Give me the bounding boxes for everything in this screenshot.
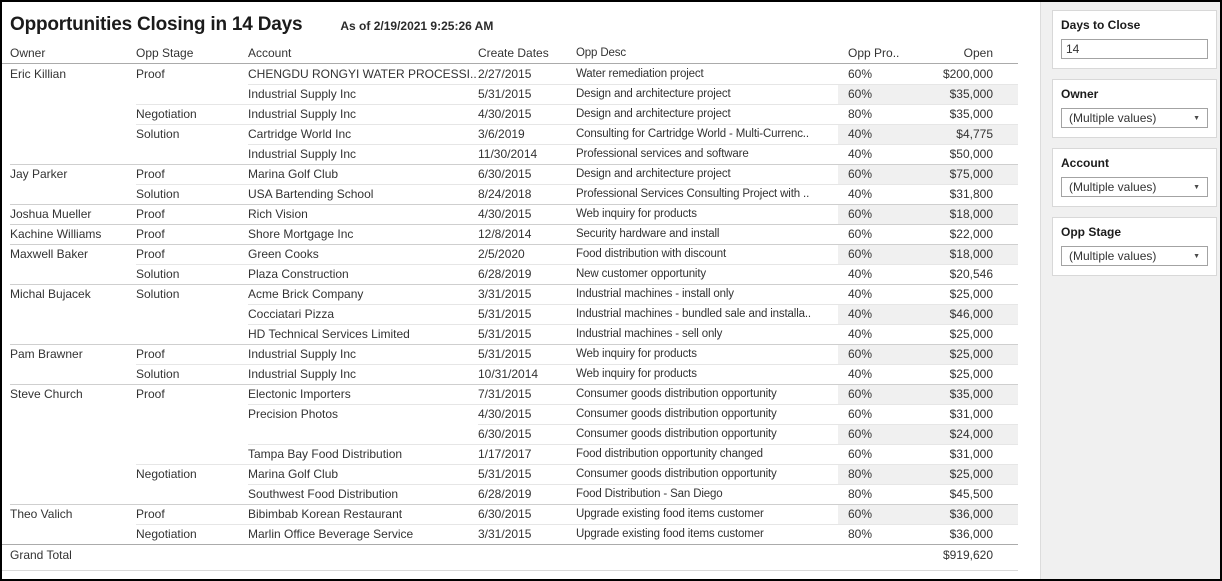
cell-opp-desc: Consumer goods distribution opportunity — [576, 464, 838, 484]
cell-open: $75,000 — [905, 164, 1018, 184]
cell-opp-prob: 40% — [838, 304, 905, 324]
cell-owner — [10, 484, 136, 504]
cell-open: $35,000 — [905, 384, 1018, 404]
owner-dropdown-value: (Multiple values) — [1069, 111, 1157, 125]
cell-opp-prob: 40% — [838, 364, 905, 384]
cell-account: Plaza Construction — [248, 264, 478, 284]
page-title: Opportunities Closing in 14 Days — [10, 14, 303, 35]
filter-card-opp-stage — [1052, 217, 1217, 276]
cell-open: $25,000 — [905, 464, 1018, 484]
cell-opp-stage — [136, 324, 248, 344]
cell-account: HD Technical Services Limited — [248, 324, 478, 344]
cell-open: $35,000 — [905, 104, 1018, 124]
filter-card-account — [1052, 148, 1217, 207]
cell-open: $36,000 — [905, 504, 1018, 524]
cell-create-date: 4/30/2015 — [478, 104, 576, 124]
opp-stage-dropdown[interactable] — [1061, 246, 1208, 266]
cell-open: $25,000 — [905, 344, 1018, 364]
table-header — [2, 44, 1018, 64]
cell-account: Industrial Supply Inc — [248, 84, 478, 104]
column-header-open[interactable]: Open — [963, 46, 993, 60]
cell-owner — [10, 524, 136, 544]
cell-owner — [10, 184, 136, 204]
cell-owner — [10, 144, 136, 164]
cell-open: $20,546 — [905, 264, 1018, 284]
cell-open: $24,000 — [905, 424, 1018, 444]
cell-opp-stage: Proof — [136, 67, 165, 81]
cell-opp-desc: Food Distribution - San Diego — [576, 484, 838, 504]
cell-opp-stage: Proof — [136, 384, 248, 404]
column-header-account[interactable]: Account — [248, 46, 292, 60]
cell-open: $4,775 — [905, 124, 1018, 144]
cell-owner: Maxwell Baker — [10, 244, 136, 264]
cell-opp-prob: 80% — [838, 464, 905, 484]
cell-create-date: 3/31/2015 — [478, 284, 576, 304]
filter-card-days-to-close — [1052, 10, 1217, 69]
cell-opp-prob: 80% — [838, 524, 905, 544]
cell-create-date: 6/30/2015 — [478, 164, 576, 184]
table-row[interactable] — [2, 384, 1018, 404]
cell-account: Marina Golf Club — [248, 464, 478, 484]
filter-label-opp-stage: Opp Stage — [1061, 225, 1122, 239]
cell-opp-desc: Security hardware and install — [576, 224, 838, 244]
worksheet-area — [2, 2, 1040, 579]
cell-create-date: 5/31/2015 — [478, 324, 576, 344]
table-row[interactable] — [2, 124, 1018, 144]
cell-opp-prob: 60% — [838, 204, 905, 224]
cell-opp-stage: Proof — [136, 344, 248, 364]
cell-owner — [10, 304, 136, 324]
cell-account: Cartridge World Inc — [248, 124, 478, 144]
cell-opp-prob: 60% — [838, 244, 905, 264]
cell-opp-stage: Negotiation — [136, 104, 248, 124]
cell-opp-stage: Proof — [136, 244, 248, 264]
table-row[interactable] — [2, 64, 1018, 84]
cell-opp-prob: 60% — [838, 84, 905, 104]
cell-create-date: 7/31/2015 — [478, 384, 576, 404]
column-header-opp-stage[interactable]: Opp Stage — [136, 46, 194, 60]
cell-open: $25,000 — [905, 324, 1018, 344]
cell-opp-desc: Consumer goods distribution opportunity — [576, 384, 838, 404]
cell-opp-prob: 60% — [838, 504, 905, 524]
cell-create-date: 11/30/2014 — [478, 144, 576, 164]
column-header-create-dates[interactable]: Create Dates — [478, 46, 549, 60]
cell-create-date: 4/30/2015 — [478, 404, 576, 424]
table-row[interactable] — [2, 264, 1018, 284]
filters-panel — [1040, 2, 1220, 579]
cell-owner: Theo Valich — [10, 504, 136, 524]
cell-owner — [10, 404, 136, 424]
cell-opp-prob: 60% — [838, 424, 905, 444]
cell-account — [248, 424, 478, 444]
cell-opp-stage — [136, 404, 248, 424]
cell-open: $31,000 — [905, 404, 1018, 424]
cell-open: $45,500 — [905, 484, 1018, 504]
cell-owner: Steve Church — [10, 384, 136, 404]
cell-account: USA Bartending School — [248, 184, 478, 204]
table-row[interactable] — [2, 224, 1018, 244]
account-dropdown[interactable] — [1061, 177, 1208, 197]
filter-label-owner: Owner — [1061, 87, 1099, 101]
cell-opp-stage: Negotiation — [136, 524, 248, 544]
cell-opp-prob: 80% — [838, 484, 905, 504]
cell-owner — [10, 124, 136, 144]
cell-opp-prob: 60% — [838, 444, 905, 464]
table-row[interactable] — [2, 184, 1018, 204]
cell-create-date: 2/5/2020 — [478, 244, 576, 264]
cell-create-date: 6/30/2015 — [478, 424, 576, 444]
cell-create-date: 2/27/2015 — [478, 67, 532, 81]
table-row[interactable] — [2, 464, 1018, 484]
table-row[interactable] — [2, 404, 1018, 424]
cell-opp-stage: Solution — [136, 184, 248, 204]
cell-owner: Pam Brawner — [10, 344, 136, 364]
cell-opp-stage — [136, 444, 248, 464]
filter-label-days-to-close: Days to Close — [1061, 18, 1141, 32]
chevron-down-icon: ▼ — [1193, 183, 1200, 191]
cell-open: $50,000 — [905, 144, 1018, 164]
table-row[interactable] — [2, 204, 1018, 224]
cell-open: $46,000 — [905, 304, 1018, 324]
cell-opp-desc: Industrial machines - install only — [576, 284, 838, 304]
grand-total-value: $919,620 — [942, 548, 993, 562]
cell-account: Industrial Supply Inc — [248, 104, 478, 124]
table-row[interactable] — [2, 84, 1018, 104]
cell-account: Industrial Supply Inc — [248, 144, 478, 164]
cell-opp-desc: Consumer goods distribution opportunity — [576, 424, 838, 444]
table-row[interactable] — [2, 524, 1018, 544]
cell-opp-desc: Water remediation project — [576, 68, 704, 80]
cell-account: Precision Photos — [248, 404, 478, 424]
cell-opp-prob: 40% — [838, 324, 905, 344]
cell-opp-desc: Design and architecture project — [576, 104, 838, 124]
cell-create-date: 8/24/2018 — [478, 184, 576, 204]
cell-owner — [10, 464, 136, 484]
filter-label-account: Account — [1061, 156, 1109, 170]
cell-opp-prob: 60% — [838, 224, 905, 244]
cell-opp-desc: Upgrade existing food items customer — [576, 504, 838, 524]
column-header-owner[interactable]: Owner — [10, 46, 46, 60]
table-row[interactable] — [2, 144, 1018, 164]
table-row[interactable] — [2, 504, 1018, 524]
cell-opp-stage: Solution — [136, 284, 248, 304]
cell-opp-prob: 40% — [838, 124, 905, 144]
cell-opp-prob: 60% — [838, 404, 905, 424]
cell-opp-prob: 80% — [838, 104, 905, 124]
opp-stage-dropdown-value: (Multiple values) — [1069, 249, 1157, 263]
table-row[interactable] — [2, 484, 1018, 504]
cell-opp-stage — [136, 304, 248, 324]
cell-opp-desc: Consumer goods distribution opportunity — [576, 404, 838, 424]
cell-opp-desc: Web inquiry for products — [576, 364, 838, 384]
cell-opp-stage: Negotiation — [136, 464, 248, 484]
cell-opp-desc: New customer opportunity — [576, 264, 838, 284]
cell-opp-stage — [136, 424, 248, 444]
cell-account: Industrial Supply Inc — [248, 344, 478, 364]
cell-owner — [10, 84, 136, 104]
cell-create-date: 5/31/2015 — [478, 344, 576, 364]
cell-account: Rich Vision — [248, 204, 478, 224]
column-header-opp-prob[interactable]: Opp Pro.. — [848, 46, 900, 60]
cell-account: Marlin Office Beverage Service — [248, 524, 478, 544]
cell-opp-desc: Design and architecture project — [576, 84, 838, 104]
title-row — [2, 2, 1040, 44]
cell-owner — [10, 424, 136, 444]
cell-open: $25,000 — [905, 364, 1018, 384]
cell-owner: Kachine Williams — [10, 224, 136, 244]
cell-account: Acme Brick Company — [248, 284, 478, 304]
cell-opp-prob: 40% — [838, 284, 905, 304]
chevron-down-icon: ▼ — [1193, 114, 1200, 122]
filter-card-owner — [1052, 79, 1217, 138]
table-row[interactable] — [2, 424, 1018, 444]
cell-account: Bibimbab Korean Restaurant — [248, 504, 478, 524]
cell-create-date: 4/30/2015 — [478, 204, 576, 224]
cell-opp-desc: Professional Services Consulting Project with .. — [576, 184, 838, 204]
cell-owner — [10, 104, 136, 124]
cell-create-date: 5/31/2015 — [478, 84, 576, 104]
cell-owner — [10, 324, 136, 344]
as-of-timestamp: As of 2/19/2021 9:25:26 AM — [340, 19, 494, 33]
chevron-down-icon: ▼ — [1193, 252, 1200, 260]
cell-account: Green Cooks — [248, 244, 478, 264]
cell-create-date: 5/31/2015 — [478, 464, 576, 484]
cell-owner: Eric Killian — [10, 67, 67, 81]
table-row[interactable] — [2, 164, 1018, 184]
cell-create-date: 1/17/2017 — [478, 444, 576, 464]
cell-opp-desc: Web inquiry for products — [576, 204, 838, 224]
cell-owner — [10, 264, 136, 284]
cell-open: $200,000 — [942, 67, 993, 81]
account-dropdown-value: (Multiple values) — [1069, 180, 1157, 194]
cell-opp-desc: Design and architecture project — [576, 164, 838, 184]
cell-account: Marina Golf Club — [248, 164, 478, 184]
cell-opp-stage: Proof — [136, 224, 248, 244]
cell-account: Industrial Supply Inc — [248, 364, 478, 384]
cell-create-date: 6/28/2019 — [478, 264, 576, 284]
cell-account: CHENGDU RONGYI WATER PROCESSI.. — [248, 67, 477, 81]
cell-opp-stage: Solution — [136, 364, 248, 384]
cell-owner — [10, 364, 136, 384]
cell-opp-prob: 60% — [838, 164, 905, 184]
cell-opp-desc: Industrial machines - bundled sale and installa.. — [576, 304, 838, 324]
table-bottom-divider — [2, 565, 1018, 571]
grand-total-label: Grand Total — [10, 548, 72, 562]
cell-create-date: 6/30/2015 — [478, 504, 576, 524]
cell-opp-prob: 60% — [848, 67, 873, 81]
table-row[interactable] — [2, 304, 1018, 324]
cell-owner — [10, 444, 136, 464]
cell-open: $35,000 — [905, 84, 1018, 104]
cell-create-date: 6/28/2019 — [478, 484, 576, 504]
cell-opp-desc: Professional services and software — [576, 144, 838, 164]
cell-account: Tampa Bay Food Distribution — [248, 444, 478, 464]
cell-opp-prob: 40% — [838, 144, 905, 164]
cell-create-date: 10/31/2014 — [478, 364, 576, 384]
table-row[interactable] — [2, 104, 1018, 124]
cell-account: Electonic Importers — [248, 384, 478, 404]
table-row[interactable] — [2, 284, 1018, 304]
cell-opp-stage — [136, 84, 248, 104]
cell-open: $22,000 — [905, 224, 1018, 244]
cell-opp-desc: Upgrade existing food items customer — [576, 524, 838, 544]
table-body — [2, 64, 1040, 544]
cell-opp-stage — [136, 484, 248, 504]
days-to-close-input[interactable] — [1061, 39, 1208, 59]
cell-opp-prob: 40% — [838, 264, 905, 284]
column-header-opp-desc[interactable]: Opp Desc — [576, 47, 626, 59]
cell-opp-prob: 40% — [838, 184, 905, 204]
table-row[interactable] — [2, 344, 1018, 364]
cell-account: Cocciatari Pizza — [248, 304, 478, 324]
cell-open: $25,000 — [905, 284, 1018, 304]
cell-opp-desc: Food distribution with discount — [576, 244, 838, 264]
cell-account: Southwest Food Distribution — [248, 484, 478, 504]
cell-open: $18,000 — [905, 204, 1018, 224]
cell-create-date: 12/8/2014 — [478, 224, 576, 244]
cell-opp-stage: Proof — [136, 164, 248, 184]
owner-dropdown[interactable] — [1061, 108, 1208, 128]
cell-create-date: 3/31/2015 — [478, 524, 576, 544]
cell-open: $36,000 — [905, 524, 1018, 544]
cell-opp-desc: Industrial machines - sell only — [576, 324, 838, 344]
cell-opp-prob: 60% — [838, 344, 905, 364]
cell-owner: Joshua Mueller — [10, 204, 136, 224]
cell-open: $31,000 — [905, 444, 1018, 464]
cell-opp-desc: Consulting for Cartridge World - Multi-Currenc.. — [576, 124, 838, 144]
cell-opp-stage: Proof — [136, 504, 248, 524]
cell-opp-stage: Solution — [136, 124, 248, 144]
grand-total-row — [2, 544, 1018, 565]
cell-create-date: 3/6/2019 — [478, 124, 576, 144]
cell-account: Shore Mortgage Inc — [248, 224, 478, 244]
cell-opp-stage — [136, 144, 248, 164]
cell-opp-stage: Proof — [136, 204, 248, 224]
cell-owner: Michal Bujacek — [10, 284, 136, 304]
table-row[interactable] — [2, 364, 1018, 384]
cell-opp-desc: Web inquiry for products — [576, 344, 838, 364]
table-row[interactable] — [2, 244, 1018, 264]
table-row[interactable] — [2, 324, 1018, 344]
cell-create-date: 5/31/2015 — [478, 304, 576, 324]
cell-opp-prob: 60% — [838, 384, 905, 404]
table-row[interactable] — [2, 444, 1018, 464]
cell-owner: Jay Parker — [10, 164, 136, 184]
cell-opp-stage: Solution — [136, 264, 248, 284]
cell-open: $18,000 — [905, 244, 1018, 264]
cell-open: $31,800 — [905, 184, 1018, 204]
cell-opp-desc: Food distribution opportunity changed — [576, 444, 838, 464]
